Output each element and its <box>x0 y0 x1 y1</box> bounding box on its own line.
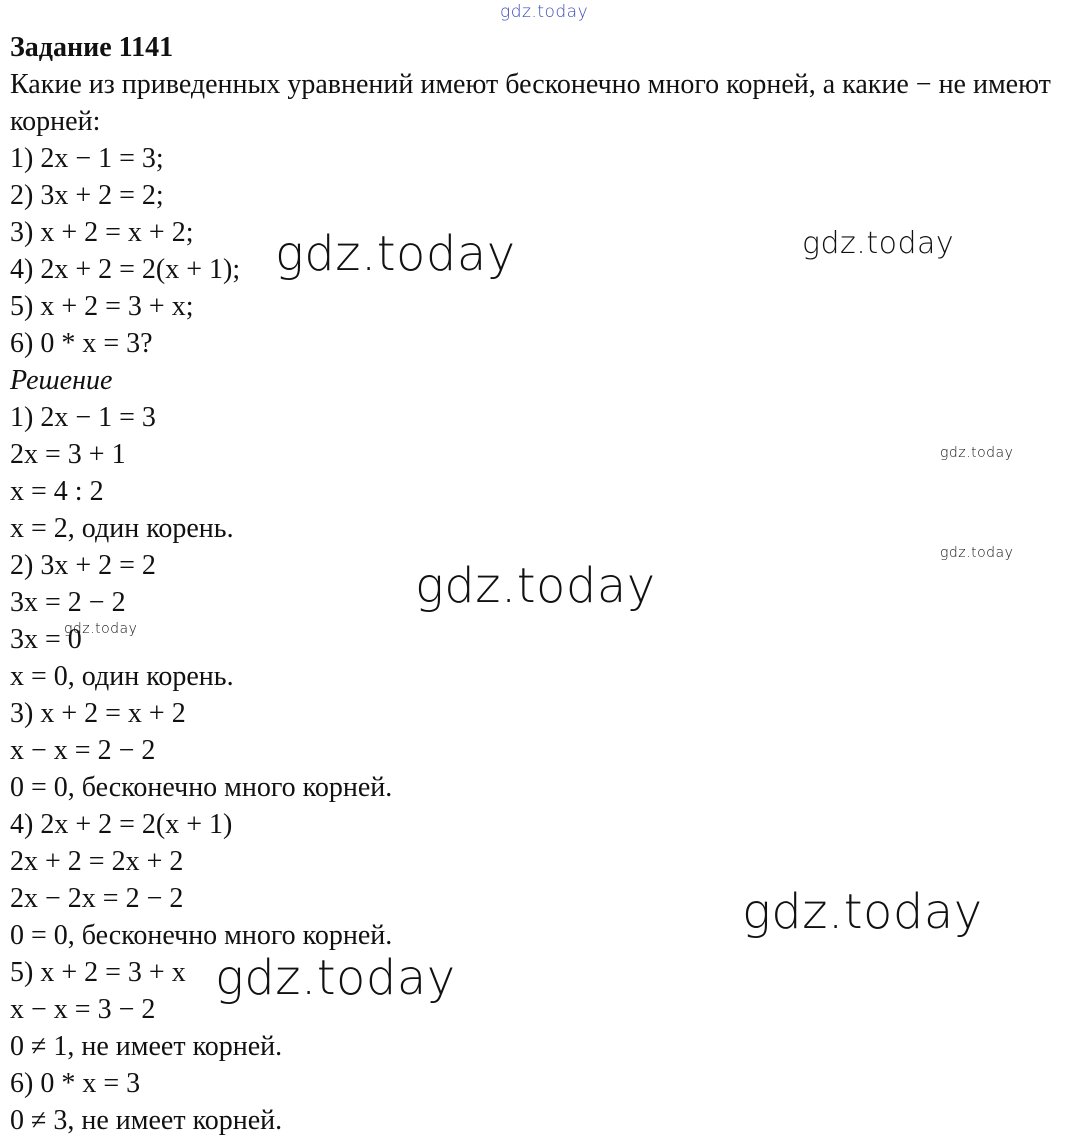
equation-5: 5) x + 2 = 3 + x; <box>10 291 194 322</box>
solution-line: x = 0, один корень. <box>10 661 234 692</box>
equation-3: 3) x + 2 = x + 2; <box>10 217 194 248</box>
watermark-large: gdz.today <box>742 884 983 940</box>
equation-4: 4) 2x + 2 = 2(x + 1); <box>10 254 241 285</box>
solution-line: 5) x + 2 = 3 + x <box>10 957 186 988</box>
watermark-medium: gdz.today <box>802 226 955 261</box>
watermark-large: gdz.today <box>415 558 656 614</box>
solution-line: x − x = 3 − 2 <box>10 994 156 1025</box>
solution-line: 0 = 0, бесконечно много корней. <box>10 920 393 951</box>
solution-line: x = 2, один корень. <box>10 513 234 544</box>
equation-1: 1) 2x − 1 = 3; <box>10 143 164 174</box>
solution-line: 2x = 3 + 1 <box>10 439 126 470</box>
watermark-large: gdz.today <box>275 226 516 282</box>
watermark-top: gdz.today <box>500 2 589 22</box>
solution-line: 2x + 2 = 2x + 2 <box>10 846 184 877</box>
solution-heading: Решение <box>10 365 113 396</box>
solution-line: 0 ≠ 1, не имеет корней. <box>10 1031 283 1062</box>
watermark-small: gdz.today <box>64 621 138 637</box>
solution-line: 2x − 2x = 2 − 2 <box>10 883 184 914</box>
solution-line: x − x = 2 − 2 <box>10 735 156 766</box>
equation-2: 2) 3x + 2 = 2; <box>10 180 164 211</box>
solution-line: x = 4 : 2 <box>10 476 104 507</box>
solution-line: 0 ≠ 3, не имеет корней. <box>10 1105 283 1136</box>
solution-line: 3x = 2 − 2 <box>10 587 126 618</box>
solution-line: 6) 0 * x = 3 <box>10 1068 141 1099</box>
solution-line: 1) 2x − 1 = 3 <box>10 402 156 433</box>
watermark-large: gdz.today <box>215 950 456 1006</box>
solution-line: 2) 3x + 2 = 2 <box>10 550 156 581</box>
solution-steps <box>10 399 1076 1139</box>
solution-line: 3) x + 2 = x + 2 <box>10 698 186 729</box>
solution-line: 0 = 0, бесконечно много корней. <box>10 772 393 803</box>
equation-6: 6) 0 * x = 3? <box>10 328 153 359</box>
solution-line: 4) 2x + 2 = 2(x + 1) <box>10 809 233 840</box>
task-statement: Какие из приведенных уравнений имеют бесконечно много корней, а какие − не имеют корней: <box>10 69 1051 137</box>
solution-line: 3x = 0 <box>10 624 82 655</box>
watermark-small: gdz.today <box>940 445 1014 461</box>
task-title: Задание 1141 <box>10 32 174 63</box>
watermark-small: gdz.today <box>940 545 1014 561</box>
